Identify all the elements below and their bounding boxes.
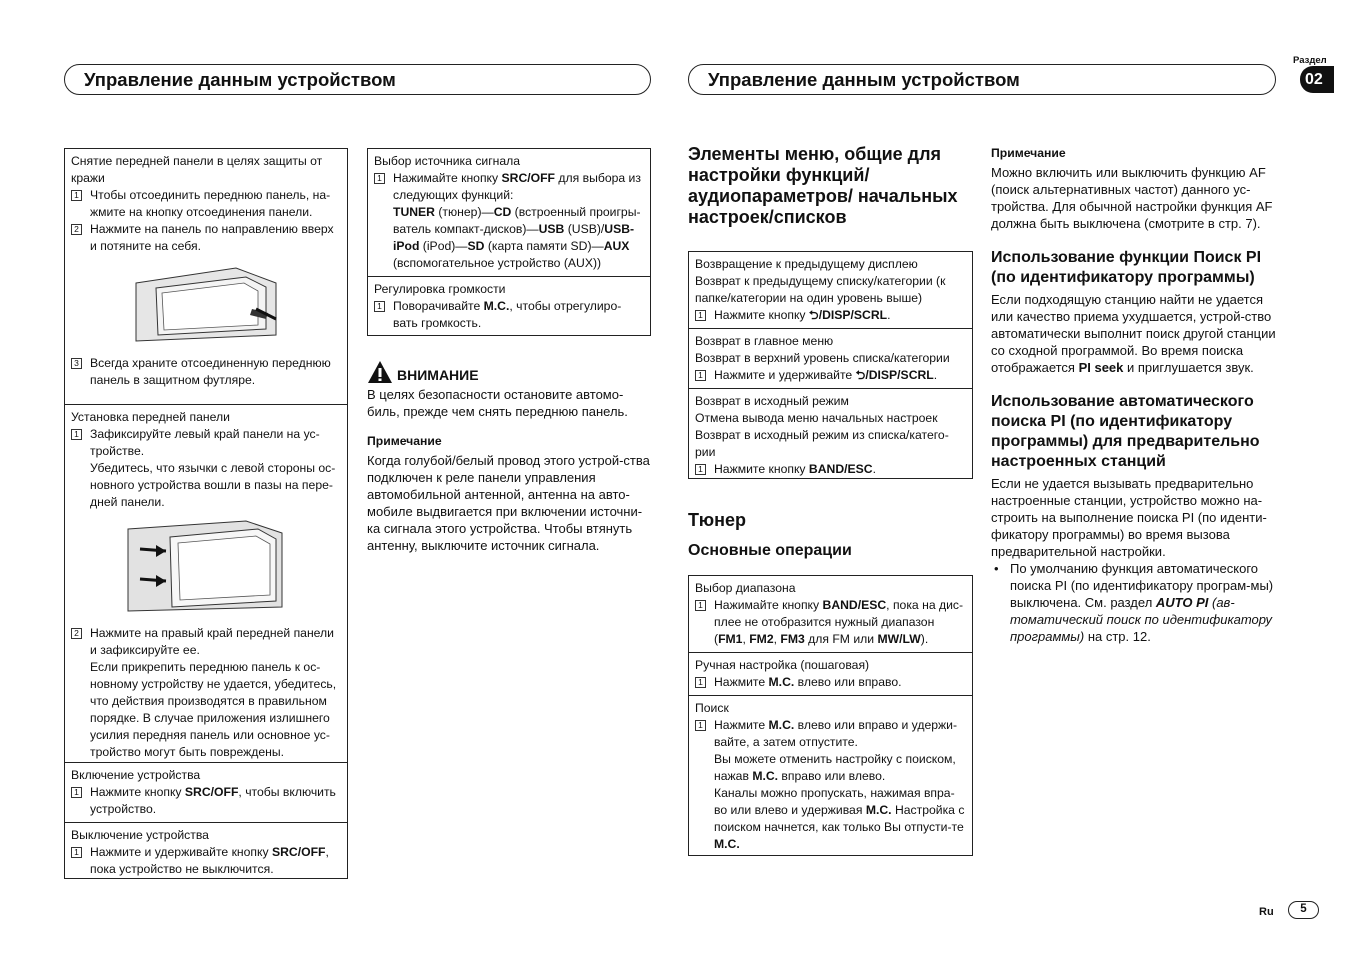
step	[71, 625, 341, 761]
step-detail: Убедитесь, что язычки с левой стороны ос-новного устройства вошли в пазы на пере-дней панели.	[90, 461, 336, 509]
section-title: Выбор источника сигнала	[374, 154, 521, 168]
auto-pi-heading: Использование автоматического поиска PI (по идентификатору программы) для предварительно настроенных станций	[991, 393, 1260, 470]
left-page-header: Управление данным устройством	[64, 64, 651, 95]
step: 1 Нажмите кнопку ⮌/DISP/SCRL.	[695, 307, 966, 324]
step	[71, 187, 341, 221]
section-desc: Возврат в верхний уровень списка/категории	[695, 351, 950, 365]
volume-section	[368, 276, 650, 336]
step-text: Чтобы отсоединить переднюю панель, на-жмите на кнопку отсоединения панели.	[90, 188, 331, 219]
remove-panel-section	[65, 149, 347, 404]
step-number: 1	[71, 429, 82, 440]
step-text: , чтобы включить устройство.	[90, 785, 336, 816]
section-desc: Возврат к предыдущему списку/категории (к папке/категории на один уровень выше)	[695, 274, 946, 305]
step	[71, 426, 341, 511]
step-number: 1	[374, 301, 385, 312]
basic-operations-heading: Основные операции	[688, 542, 852, 559]
step-text: Нажмите кнопку	[90, 785, 185, 799]
band-select-section	[689, 576, 972, 652]
menu-common-heading: Элементы меню, общие для настройки функций/ аудиопараметров/ начальных настроек/списков	[688, 144, 958, 227]
step-number: 1	[695, 370, 706, 381]
section-desc: Отмена вывода меню начальных настроек	[695, 411, 938, 425]
step-text: Нажмите на правый край передней панели и зафиксируйте ее.	[90, 626, 334, 657]
seek-section	[689, 695, 972, 857]
step	[71, 355, 341, 389]
step-text: Нажимайте кнопку	[393, 171, 502, 185]
back-section	[689, 252, 972, 328]
panel-attach-illustration	[126, 519, 286, 615]
section-title: Ручная настройка (пошаговая)	[695, 658, 870, 672]
step-number: 1	[71, 847, 82, 858]
section-title: Возврат в исходный режим	[695, 394, 849, 408]
back-arrow-icon: ⮌	[855, 368, 866, 382]
step-text: , чтобы отрегулиро-вать громкость.	[393, 299, 622, 330]
step: 1 Нажимайте кнопку BAND/ESC, пока на дис-плее не отобразится нужный диапазон (FM1, FM2, FM3 для FM или MW/LW).	[695, 597, 966, 648]
step-text: Поворачивайте	[393, 299, 484, 313]
step-number: 1	[695, 720, 706, 731]
step-number: 1	[695, 464, 706, 475]
step	[71, 844, 341, 878]
back-arrow-icon: ⮌	[808, 308, 819, 322]
step-detail: Если прикрепить переднюю панель к ос-новному устройству не удается, убедитесь, что действия производятся в правильном порядке. В случае приложения излишнего усилия передняя панель или основное ус-тройство могут быть повреждены.	[90, 660, 337, 759]
step-number: 2	[71, 224, 82, 235]
step-text: Нажмите кнопку	[714, 462, 809, 476]
pi-seek-text: Если подходящую станцию найти не удается или качество приема ухудшается, устрой-ство автоматически выполнит поиск другой станции со сходной программой. Во время поиска отображается PI seek и приглушается звук.	[991, 292, 1276, 375]
section-title: Включение устройства	[71, 768, 201, 782]
section-title: Снятие передней панели в целях защиты от кражи	[71, 154, 323, 185]
key-label: /DISP/SCRL	[818, 308, 888, 322]
step	[374, 170, 644, 272]
right-page-header: Управление данным устройством	[688, 64, 1276, 95]
key-label: /DISP/SCRL	[865, 368, 934, 382]
step-number: 1	[374, 173, 385, 184]
main-menu-section	[689, 328, 972, 388]
step-number: 1	[695, 310, 706, 321]
footer-language: Ru	[1259, 906, 1274, 918]
step-text: Нажмите и удерживайте кнопку	[90, 845, 272, 859]
source-volume-box	[367, 148, 651, 336]
power-on-section	[65, 762, 347, 822]
warning-text: В целях безопасности остановите автомо-биль, прежде чем снять переднюю панель.	[367, 387, 628, 419]
warning-title: ВНИМАНИЕ	[397, 367, 479, 383]
warning-block	[367, 360, 651, 554]
step: 1 Нажмите M.C. влево или вправо и удержи-вайте, а затем отпустите. Вы можете отменить настройку с поиском, нажав M.C. вправо или влево. Каналы можно пропускать, нажимая впра-во или влево и удерживая M.C. Настройка с поиском начнется, как только Вы отпусти-те M.C.	[695, 717, 966, 853]
step	[71, 221, 341, 255]
step-text: Нажмите на панель по направлению вверх и потяните на себя.	[90, 222, 334, 253]
step-number: 1	[695, 677, 706, 688]
step-text: Нажмите и удерживайте	[714, 368, 856, 382]
step-number: 1	[71, 787, 82, 798]
warning-icon	[367, 360, 393, 384]
step-text: Зафиксируйте левый край панели на ус-тройстве.	[90, 427, 320, 458]
panel-removal-illustration	[126, 263, 286, 345]
front-panel-operations-box	[64, 148, 348, 879]
step-number: 1	[71, 190, 82, 201]
note-title: Примечание	[367, 434, 442, 448]
section-desc: Возврат в исходный режим из списка/катего-рии	[695, 428, 949, 459]
normal-mode-section	[689, 388, 972, 482]
step-number: 2	[71, 628, 82, 639]
pi-seek-heading: Использование функции Поиск PI (по идентификатору программы)	[991, 249, 1262, 286]
note-text: Когда голубой/белый провод этого устрой-ства подключен к реле панели управления автомобильной антенной, антенна на авто-мобиле выдвигается при включении источни-ка сигнала этого устройства. Чтобы втянуть антенну, выключите источник сигнала.	[367, 453, 650, 553]
tuner-heading: Тюнер	[688, 510, 747, 530]
auto-pi-bullet: • По умолчанию функция автоматического поиска PI (по идентификатору програм-мы) выключена. См. раздел AUTO PI (ав-томатический поиск по идентификатору программы) на стр. 12.	[994, 561, 1274, 644]
step-text: Всегда храните отсоединенную переднюю панель в защитном футляре.	[90, 356, 331, 387]
key-label: BAND/ESC	[808, 462, 873, 476]
section-title: Выключение устройства	[71, 828, 209, 842]
note-text: Можно включить или выключить функцию AF (поиск альтернативных частот) данного ус-тройства. Для обычной настройки функция AF должна быть выключена (смотрите в стр. 7).	[991, 165, 1273, 231]
section-title: Возврат в главное меню	[695, 334, 834, 348]
section-title: Регулировка громкости	[374, 282, 506, 296]
step-number: 3	[71, 358, 82, 369]
tuner-operations-box	[688, 575, 973, 856]
note-title: Примечание	[991, 146, 1066, 160]
section-number-badge: 02	[1300, 66, 1334, 93]
key-label: SRC/OFF	[184, 785, 239, 799]
page-number: 5	[1288, 901, 1319, 919]
source-select-section	[368, 149, 650, 276]
step-text: , пока устройство не выключится.	[90, 845, 329, 876]
power-off-section	[65, 822, 347, 882]
step-text: для выбора из следующих функций:	[393, 171, 641, 202]
section-title: Выбор диапазона	[695, 581, 796, 595]
step: 1 Нажмите и удерживайте ⮌/DISP/SCRL.	[695, 367, 966, 384]
manual-tuning-section	[689, 652, 972, 695]
key-label: SRC/OFF	[271, 845, 326, 859]
attach-panel-section	[65, 404, 347, 762]
section-title: Возвращение к предыдущему дисплею	[695, 257, 918, 271]
step-number: 1	[695, 600, 706, 611]
right-column	[991, 145, 1281, 645]
step	[71, 784, 341, 818]
section-label: Раздел	[1293, 55, 1327, 66]
step: 1 Нажмите M.C. влево или вправо.	[695, 674, 966, 691]
step: 1 Нажмите кнопку BAND/ESC.	[695, 461, 966, 478]
section-title: Установка передней панели	[71, 410, 230, 424]
step	[374, 298, 644, 332]
section-title: Поиск	[695, 701, 729, 715]
step-text: Нажмите кнопку	[714, 308, 809, 322]
menu-common-box	[688, 251, 973, 479]
key-label: SRC/OFF	[501, 171, 556, 185]
key-label: M.C.	[483, 299, 510, 313]
auto-pi-text: Если не удается вызывать предварительно настроенные станции, устройство можно на-строить на выполнение поиска PI (по иденти-фикатору программы) во время вызова предварительной настройки.	[991, 476, 1267, 559]
source-list: TUNER (тюнер)—CD (встроенный проигры-ватель компакт-дисков)—USB (USB)/USB-iPod (iPod)—SD (карта памяти SD)—AUX (вспомогательное устройство (AUX))	[393, 205, 641, 270]
